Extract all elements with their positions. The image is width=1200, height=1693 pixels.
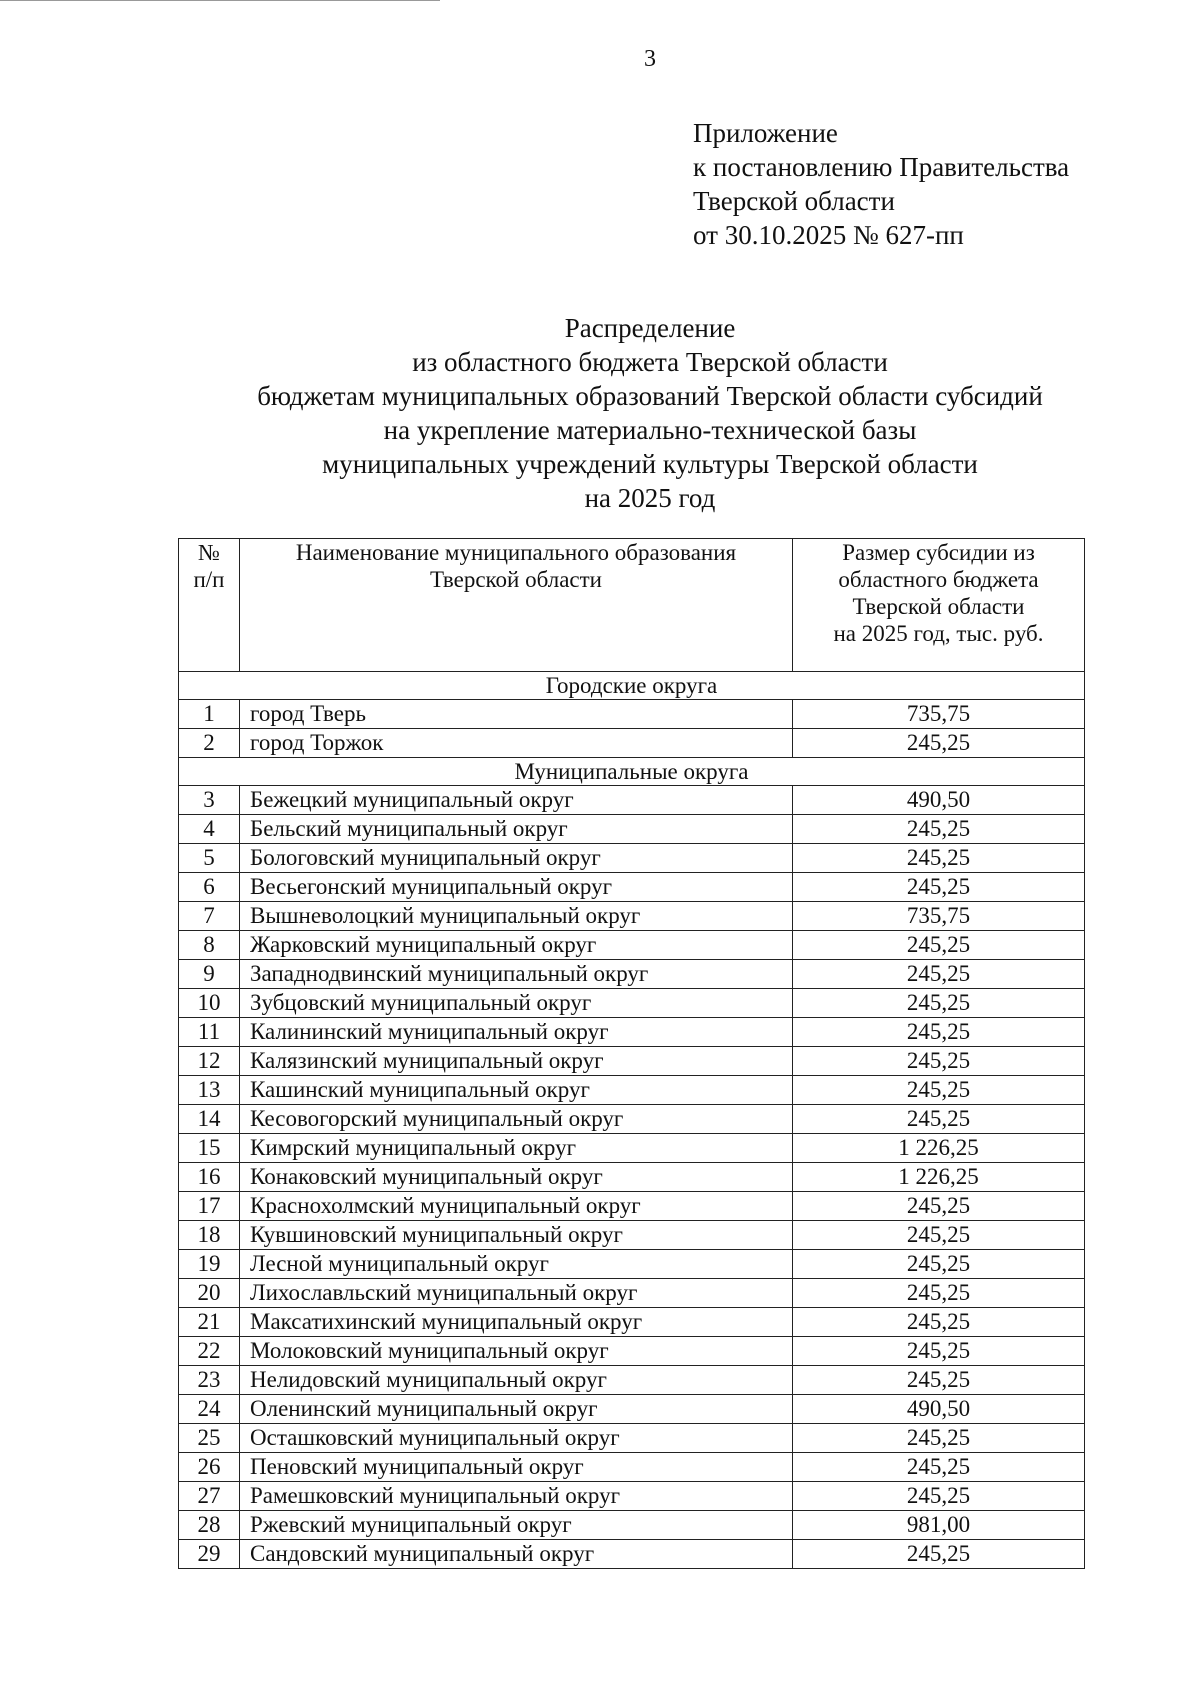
subsidy-amount: 245,25 <box>793 1366 1085 1395</box>
row-number: 10 <box>179 989 240 1018</box>
table-row <box>179 931 1085 960</box>
group-header-urban <box>179 672 1085 700</box>
subsidy-table <box>178 538 1085 1569</box>
municipality-name: Максатихинский муниципальный округ <box>240 1308 793 1337</box>
table-row <box>179 844 1085 873</box>
title-line: на укрепление материально-технической базы <box>383 415 917 445</box>
appendix-line: к постановлению Правительства <box>693 152 1070 182</box>
subsidy-amount: 245,25 <box>793 815 1085 844</box>
group-header-municipal <box>179 758 1085 786</box>
municipality-name: Кесовогорский муниципальный округ <box>240 1105 793 1134</box>
municipality-name: Нелидовский муниципальный округ <box>240 1366 793 1395</box>
table-row <box>179 902 1085 931</box>
municipality-name: Краснохолмский муниципальный округ <box>240 1192 793 1221</box>
subsidy-amount: 245,25 <box>793 1192 1085 1221</box>
table-row <box>179 1076 1085 1105</box>
municipality-name: Бельский муниципальный округ <box>240 815 793 844</box>
table-row <box>179 1366 1085 1395</box>
municipality-name: город Торжок <box>240 729 793 758</box>
table-header-row <box>179 539 1085 672</box>
appendix-block <box>693 116 1069 252</box>
row-number: 26 <box>179 1453 240 1482</box>
municipality-name: Лихославльский муниципальный округ <box>240 1279 793 1308</box>
table-row <box>179 1221 1085 1250</box>
row-number: 13 <box>179 1076 240 1105</box>
subsidy-amount: 1 226,25 <box>793 1134 1085 1163</box>
municipality-name: Рамешковский муниципальный округ <box>240 1482 793 1511</box>
row-number: 3 <box>179 786 240 815</box>
subsidy-amount: 245,25 <box>793 729 1085 758</box>
page-number: 3 <box>644 46 656 72</box>
subsidy-amount: 245,25 <box>793 1076 1085 1105</box>
appendix-line: Тверской области <box>693 186 895 216</box>
municipality-name: Осташковский муниципальный округ <box>240 1424 793 1453</box>
row-number: 20 <box>179 1279 240 1308</box>
table-row <box>179 1279 1085 1308</box>
subsidy-amount: 245,25 <box>793 1047 1085 1076</box>
title-line: муниципальных учреждений культуры Тверской области <box>322 449 978 479</box>
row-number: 9 <box>179 960 240 989</box>
table-row <box>179 1018 1085 1047</box>
table-row <box>179 1482 1085 1511</box>
municipality-name: Зубцовский муниципальный округ <box>240 989 793 1018</box>
row-number: 16 <box>179 1163 240 1192</box>
subsidy-amount: 735,75 <box>793 902 1085 931</box>
title-line: бюджетам муниципальных образований Тверской области субсидий <box>257 381 1043 411</box>
municipality-name: Калязинский муниципальный округ <box>240 1047 793 1076</box>
table-row <box>179 1308 1085 1337</box>
municipality-name: Жарковский муниципальный округ <box>240 931 793 960</box>
table-row <box>179 960 1085 989</box>
municipality-name: Западнодвинский муниципальный округ <box>240 960 793 989</box>
municipality-name: Оленинский муниципальный округ <box>240 1395 793 1424</box>
table-row <box>179 1337 1085 1366</box>
subsidy-amount: 735,75 <box>793 700 1085 729</box>
table-row <box>179 786 1085 815</box>
municipality-name: Молоковский муниципальный округ <box>240 1337 793 1366</box>
row-number: 11 <box>179 1018 240 1047</box>
table-row <box>179 1395 1085 1424</box>
title-line: из областного бюджета Тверской области <box>412 347 888 377</box>
row-number: 5 <box>179 844 240 873</box>
row-number: 24 <box>179 1395 240 1424</box>
row-number: 15 <box>179 1134 240 1163</box>
subsidy-amount: 245,25 <box>793 1308 1085 1337</box>
subsidy-amount: 245,25 <box>793 1453 1085 1482</box>
appendix-line: от 30.10.2025 № 627-пп <box>693 220 964 250</box>
municipality-name: Весьегонский муниципальный округ <box>240 873 793 902</box>
subsidy-amount: 1 226,25 <box>793 1163 1085 1192</box>
subsidy-amount: 245,25 <box>793 1540 1085 1569</box>
header-number: № п/п <box>179 539 240 672</box>
subsidy-amount: 981,00 <box>793 1511 1085 1540</box>
title-line: Распределение <box>564 313 736 343</box>
subsidy-amount: 490,50 <box>793 1395 1085 1424</box>
municipality-name: Бологовский муниципальный округ <box>240 844 793 873</box>
municipality-name: Кашинский муниципальный округ <box>240 1076 793 1105</box>
row-number: 17 <box>179 1192 240 1221</box>
subsidy-amount: 245,25 <box>793 873 1085 902</box>
municipality-name: город Тверь <box>240 700 793 729</box>
header-municipality: Наименование муниципального образования Тверской области <box>240 539 793 672</box>
table-row <box>179 1424 1085 1453</box>
municipality-name: Бежецкий муниципальный округ <box>240 786 793 815</box>
subsidy-amount: 490,50 <box>793 786 1085 815</box>
scan-edge-line <box>0 0 440 1</box>
municipality-name: Лесной муниципальный округ <box>240 1250 793 1279</box>
table-row <box>179 1134 1085 1163</box>
table-row <box>179 1047 1085 1076</box>
row-number: 22 <box>179 1337 240 1366</box>
appendix-line: Приложение <box>693 118 838 148</box>
municipality-name: Вышневолоцкий муниципальный округ <box>240 902 793 931</box>
municipality-name: Калининский муниципальный округ <box>240 1018 793 1047</box>
row-number: 18 <box>179 1221 240 1250</box>
group-label: Городские округа <box>179 672 1085 700</box>
document-title <box>0 311 1200 515</box>
subsidy-amount: 245,25 <box>793 1221 1085 1250</box>
municipality-name: Ржевский муниципальный округ <box>240 1511 793 1540</box>
row-number: 7 <box>179 902 240 931</box>
subsidy-amount: 245,25 <box>793 989 1085 1018</box>
row-number: 25 <box>179 1424 240 1453</box>
row-number: 12 <box>179 1047 240 1076</box>
table-row <box>179 1540 1085 1569</box>
subsidy-amount: 245,25 <box>793 931 1085 960</box>
title-line: на 2025 год <box>584 483 716 513</box>
group-label: Муниципальные округа <box>179 758 1085 786</box>
table-row <box>179 1105 1085 1134</box>
table-row <box>179 1453 1085 1482</box>
table-row <box>179 1250 1085 1279</box>
row-number: 27 <box>179 1482 240 1511</box>
table-row <box>179 815 1085 844</box>
row-number: 29 <box>179 1540 240 1569</box>
subsidy-amount: 245,25 <box>793 1482 1085 1511</box>
header-subsidy-amount: Размер субсидии из областного бюджета Тверской области на 2025 год, тыс. руб. <box>793 539 1085 672</box>
table-row <box>179 873 1085 902</box>
subsidy-amount: 245,25 <box>793 960 1085 989</box>
table-row <box>179 700 1085 729</box>
municipality-name: Сандовский муниципальный округ <box>240 1540 793 1569</box>
subsidy-amount: 245,25 <box>793 1279 1085 1308</box>
row-number: 19 <box>179 1250 240 1279</box>
row-number: 23 <box>179 1366 240 1395</box>
row-number: 14 <box>179 1105 240 1134</box>
table-row <box>179 1192 1085 1221</box>
row-number: 2 <box>179 729 240 758</box>
municipality-name: Кимрский муниципальный округ <box>240 1134 793 1163</box>
subsidy-amount: 245,25 <box>793 1424 1085 1453</box>
table-row <box>179 1163 1085 1192</box>
subsidy-amount: 245,25 <box>793 1018 1085 1047</box>
row-number: 8 <box>179 931 240 960</box>
subsidy-amount: 245,25 <box>793 1250 1085 1279</box>
row-number: 28 <box>179 1511 240 1540</box>
row-number: 4 <box>179 815 240 844</box>
subsidy-amount: 245,25 <box>793 844 1085 873</box>
table-row <box>179 1511 1085 1540</box>
table-row <box>179 989 1085 1018</box>
row-number: 21 <box>179 1308 240 1337</box>
table-row <box>179 729 1085 758</box>
row-number: 6 <box>179 873 240 902</box>
municipality-name: Пеновский муниципальный округ <box>240 1453 793 1482</box>
municipality-name: Кувшиновский муниципальный округ <box>240 1221 793 1250</box>
subsidy-amount: 245,25 <box>793 1105 1085 1134</box>
row-number: 1 <box>179 700 240 729</box>
municipality-name: Конаковский муниципальный округ <box>240 1163 793 1192</box>
subsidy-amount: 245,25 <box>793 1337 1085 1366</box>
